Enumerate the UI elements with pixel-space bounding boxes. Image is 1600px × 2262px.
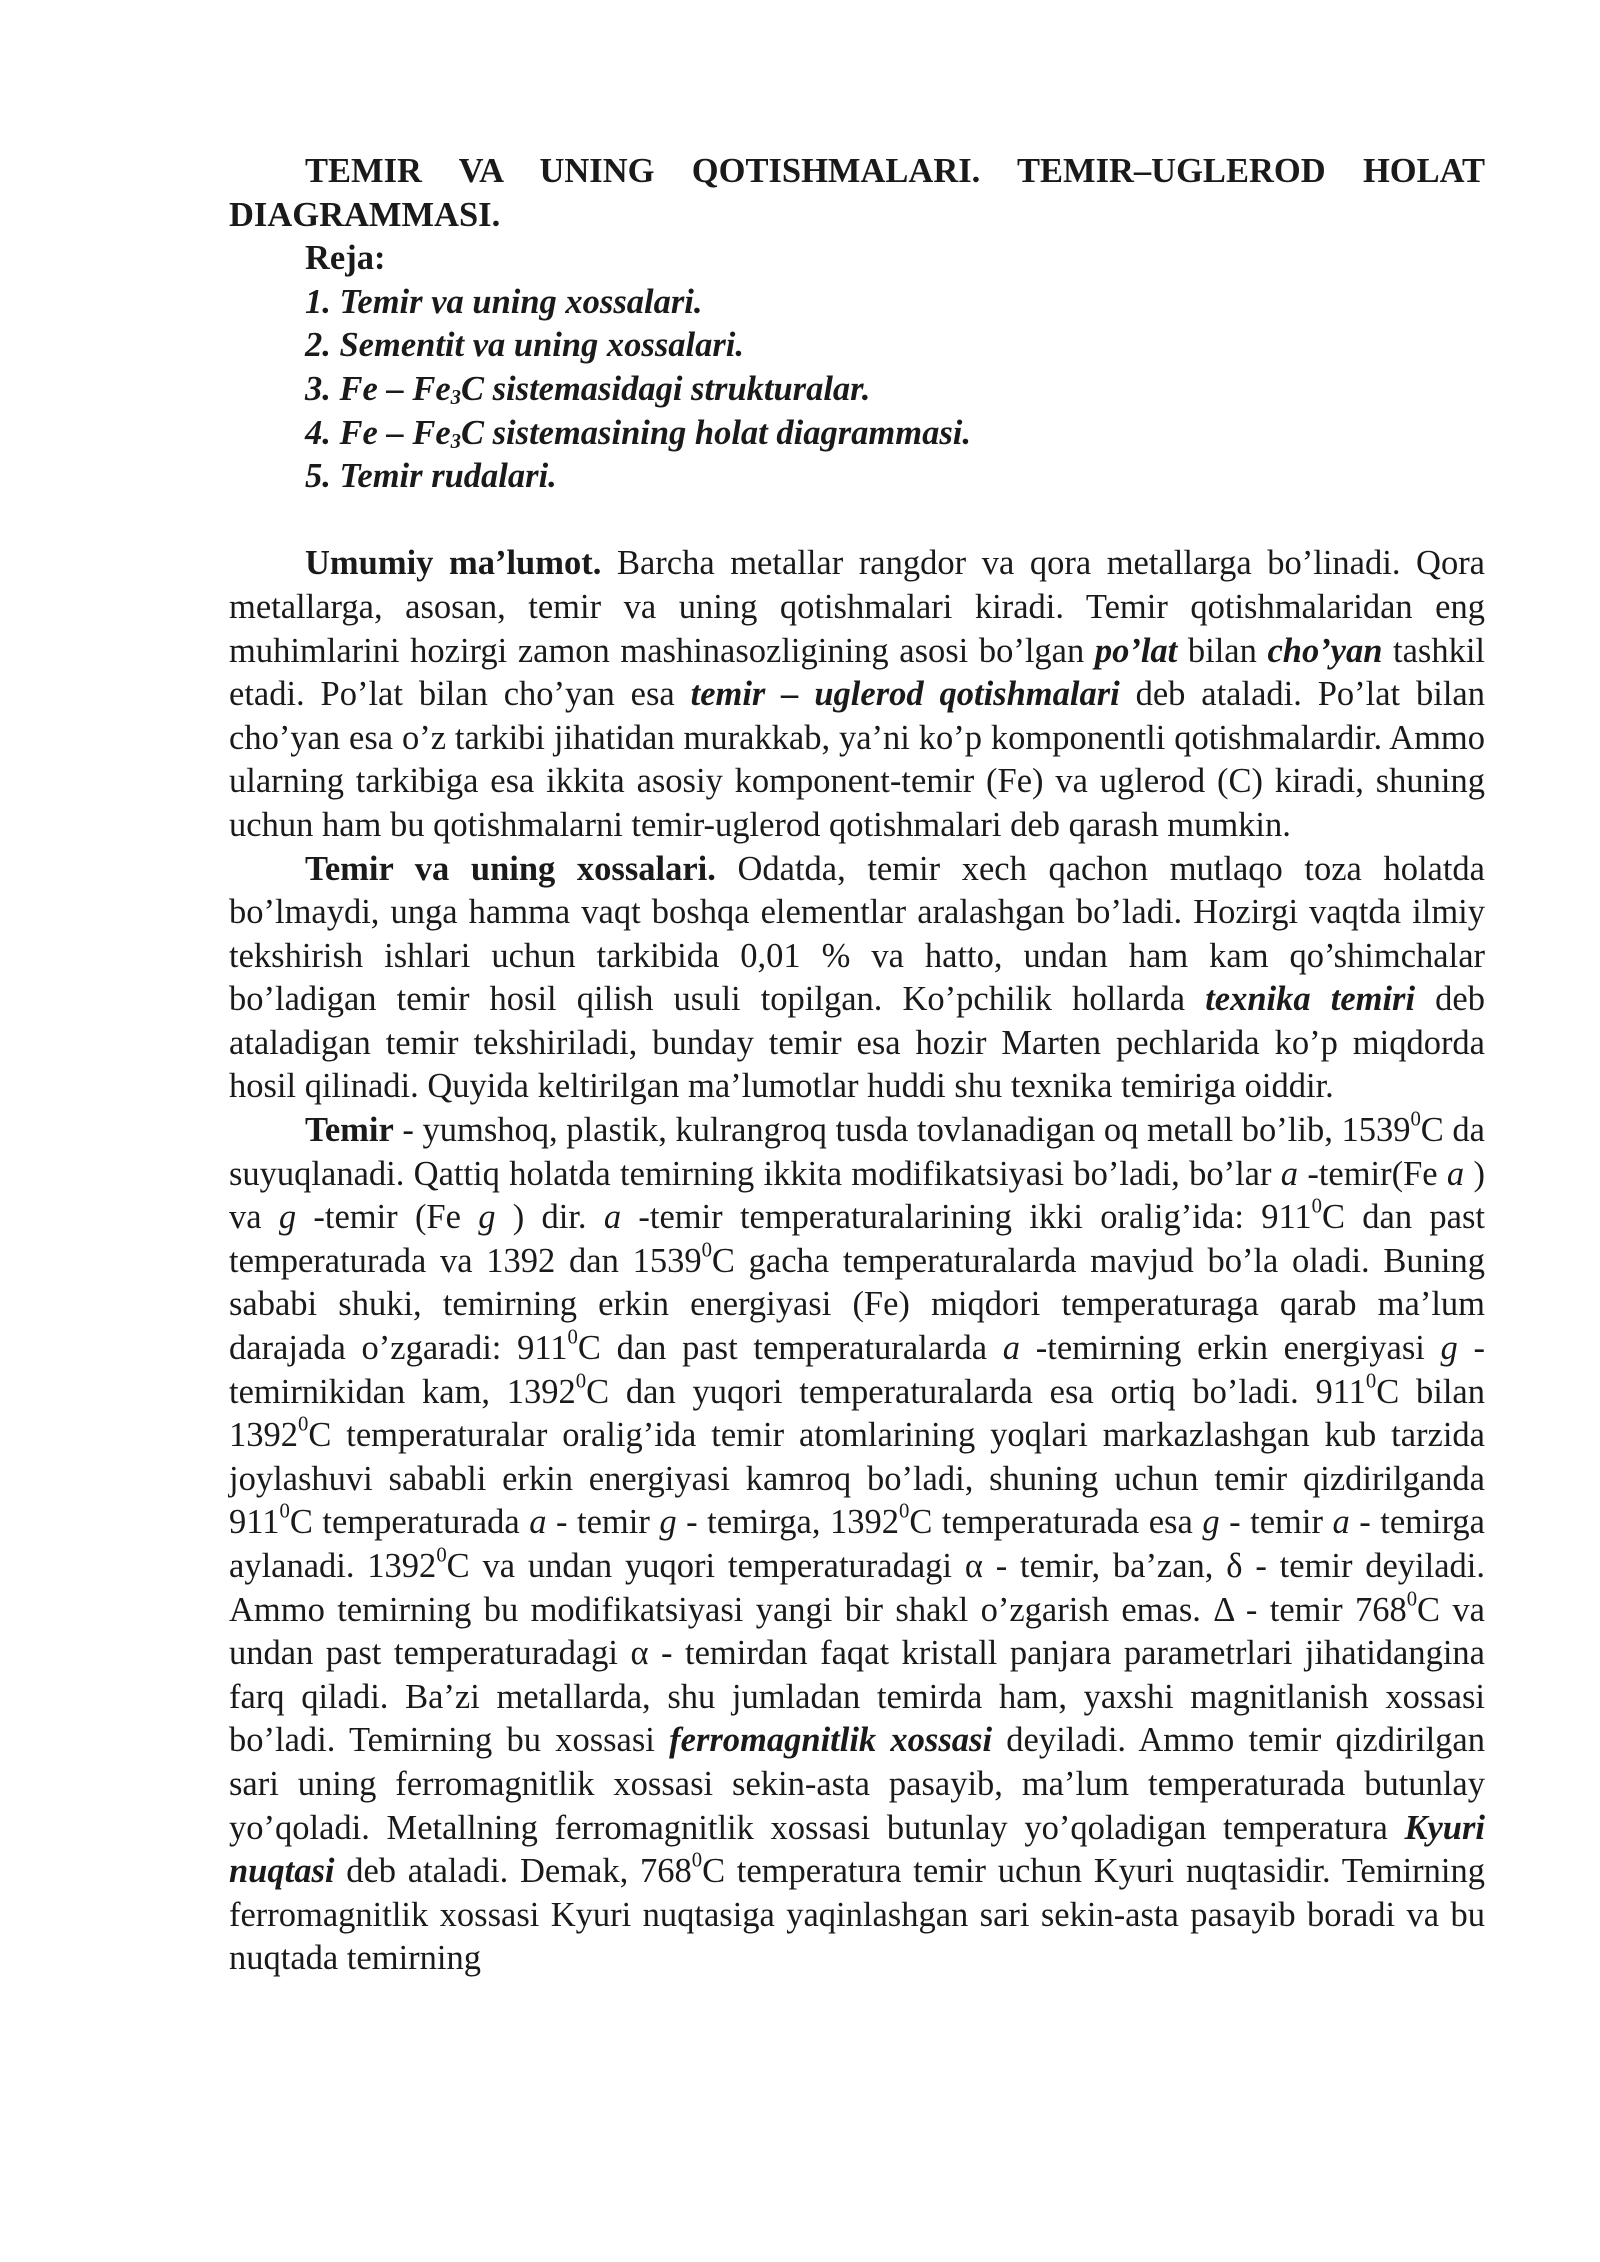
paragraph-iron — [229, 1109, 1485, 1981]
document-page — [229, 150, 1485, 1981]
term-steel: po’lat — [1094, 631, 1178, 670]
text-run: bilan — [1177, 631, 1268, 670]
phase-symbol: g — [659, 1503, 677, 1542]
text-run: C va undan past temperaturadagi α - temirdan faqat kristall panjara parametrlari jihatidangina farq qiladi. Ba’zi metallarda, shu jumladan temirda ham, yaxshi magnitlanish xossasi bo’ladi. Temirning bu xossasi — [229, 1590, 1485, 1760]
degree-superscript: 0 — [298, 1413, 309, 1436]
degree-superscript: 0 — [701, 1239, 712, 1262]
text-run: C dan past temperaturada va 1392 dan 1539 — [229, 1198, 1485, 1280]
degree-superscript: 0 — [1410, 1108, 1421, 1131]
phase-symbol: a — [1002, 1329, 1021, 1368]
degree-superscript: 0 — [1311, 1195, 1323, 1218]
phase-symbol: g — [1202, 1503, 1220, 1542]
text-run: - temir — [1219, 1503, 1333, 1542]
phase-symbol: a — [1332, 1503, 1350, 1542]
degree-superscript: 0 — [1365, 1370, 1377, 1393]
text-run: C temperaturada — [289, 1503, 530, 1542]
plan-list — [229, 281, 1485, 499]
degree-superscript: 0 — [691, 1849, 703, 1872]
spacer — [229, 499, 1485, 543]
term-technical-iron: texnika temiri — [1205, 980, 1416, 1019]
phase-symbol: a — [1280, 1154, 1299, 1193]
text-run: - temirga, 1392 — [676, 1503, 900, 1542]
text-run: tashkil etadi. Po’lat bilan cho’yan esa — [229, 631, 1486, 714]
plan-item: 1. Temir va uning xossalari. — [305, 282, 703, 321]
text-run: C dan past temperaturalarda — [577, 1329, 1003, 1368]
text-run: -temirning erkin energiyasi — [1020, 1329, 1441, 1368]
paragraph-lead: Temir — [305, 1111, 394, 1150]
term-cast-iron: cho’yan — [1267, 631, 1383, 670]
paragraph-lead: Umumiy ma’lumot. — [305, 544, 602, 583]
text-run: C temperaturada esa — [909, 1503, 1203, 1542]
degree-superscript: 0 — [1406, 1588, 1418, 1611]
text-run: C gacha temperaturalarda mavjud bo’la oladi. Buning sababi shuki, temirning erkin energiyasi (Fe) miqdori temperaturaga qarab ma’lum darajada o’zgaradi: 911 — [229, 1241, 1485, 1368]
text-run: - temir — [546, 1503, 660, 1542]
text-run: deyiladi. Ammo temir qizdirilgan sari uning ferromagnitlik xossasi sekin-asta pasayib, ma’lum temperaturada butunlay yo’qoladi. Metallning ferromagnitlik xossasi butunlay yo’qoladigan temperatura — [229, 1721, 1485, 1847]
text-run: C temperaturalar oralig’ida temir atomlarining yoqlari markazlashgan kub tarzida joylashuvi sababli erkin energiyasi kamroq bo’ladi, shuning uchun temir qizdirilganda 911 — [229, 1416, 1485, 1542]
phase-symbol: g — [1440, 1329, 1458, 1368]
plan-item: 2. Sementit va uning xossalari. — [305, 326, 744, 365]
text-run: - temirnikidan kam, 1392 — [229, 1329, 1485, 1411]
term-ferromagnetism: ferromagnitlik xossasi — [669, 1721, 993, 1760]
degree-superscript: 0 — [279, 1500, 290, 1523]
phase-symbol: a — [529, 1503, 547, 1542]
text-run: ) dir. — [495, 1198, 604, 1237]
text-run: deb ataladi. Demak, 768 — [334, 1852, 692, 1891]
paragraph-lead: Temir va uning xossalari. — [305, 849, 716, 888]
document-title: TEMIR VA UNING QOTISHMALARI. TEMIR–UGLEROD HOLAT DIAGRAMMASI. — [229, 152, 1485, 234]
degree-superscript: 0 — [575, 1370, 587, 1393]
text-run: -temir(Fe — [1298, 1154, 1447, 1193]
phase-symbol: a — [1446, 1154, 1465, 1193]
text-run: deb ataladigan temir tekshiriladi, bunday temir esa hozir Marten pechlarida ko’p miqdorda hosil qilinadi. Quyida keltirilgan ma’lumotlar huddi shu texnika temiriga oiddir. — [229, 980, 1485, 1106]
degree-superscript: 0 — [899, 1500, 910, 1523]
text-run: C dan yuqori temperaturalarda esa ortiq bo’ladi. 911 — [586, 1372, 1366, 1411]
text-run: C temperatura temir uchun Kyuri nuqtasidir. Temirning ferromagnitlik xossasi Kyuri nuqtasiga yaqinlashgan sari sekin-asta pasayib boradi va bu nuqtada temirning — [229, 1852, 1485, 1978]
plan-item: 5. Temir rudalari. — [305, 457, 557, 496]
phase-symbol: a — [603, 1198, 622, 1237]
degree-superscript: 0 — [436, 1544, 447, 1567]
text-run: C da suyuqlanadi. Qattiq holatda temirning ikkita modifikatsiyasi bo’ladi, bo’lar — [229, 1111, 1485, 1193]
phase-symbol: g — [478, 1198, 496, 1237]
plan-item: 3. Fe – $Fe_3C$ sistemasidagi strukturalar. — [305, 369, 871, 410]
text-run: - temirga aylanadi. 1392 — [229, 1503, 1485, 1585]
paragraph-general-info — [229, 542, 1485, 847]
term-curie-point: Kyuri nuqtasi — [229, 1808, 1485, 1891]
plan-heading: Reja: — [305, 239, 386, 278]
phase-symbol: g — [278, 1198, 297, 1237]
text-run: ) va — [229, 1154, 1485, 1237]
text-run: -temir (Fe — [296, 1198, 479, 1237]
paragraph-iron-properties — [229, 848, 1485, 1110]
text-run: Barcha metallar rangdor va qora metallarga bo’linadi. Qora metallarga, asosan, temir va uning qotishmalari kiradi. Temir qotishmalaridan eng muhimlarini hozirgi zamon mashinasozligining asosi bo’lgan — [229, 544, 1485, 670]
text-run: -temir temperaturalarining ikki oralig’ida: 911 — [621, 1198, 1312, 1237]
text-run: - yumshoq, plastik, kulrangroq tusda tovlanadigan oq metall bo’lib, 1539 — [393, 1111, 1411, 1150]
term-iron-carbon-alloys: temir – uglerod qotishmalari — [690, 675, 1120, 714]
text-run: C bilan 1392 — [229, 1372, 1485, 1455]
plan-item: 4. Fe – $Fe_3C$ sistemasining holat diagrammasi. — [305, 413, 971, 453]
text-run: Odatda, temir xech qachon mutlaqo toza holatda bo’lmaydi, unga hamma vaqt boshqa elementlar aralashgan bo’ladi. Hozirgi vaqtda ilmiy tekshirish ishlari uchun tarkibida 0,01 % va hatto, undan ham kam qo’shimchalar bo’ladigan temir hosil qilish usuli topilgan. Ko’pchilik hollarda — [229, 849, 1485, 1019]
text-run: C va undan yuqori temperaturadagi α - temir, ba’zan, δ - temir deyiladi. Ammo temirning bu modifikatsiyasi yangi bir shakl o’zgarish emas. Δ - temir 768 — [229, 1547, 1486, 1629]
degree-superscript: 0 — [567, 1326, 578, 1349]
text-run: deb ataladi. Po’lat bilan cho’yan esa o’z tarkibi jihatidan murakkab, ya’ni ko’p komponentli qotishmalardir. Ammo ularning tarkibiga esa ikkita asosiy komponent-temir (Fe) va uglerod (C) kiradi, shuning uchun ham bu qotishmalarni temir-uglerod qotishmalari deb qarash mumkin. — [229, 675, 1485, 844]
